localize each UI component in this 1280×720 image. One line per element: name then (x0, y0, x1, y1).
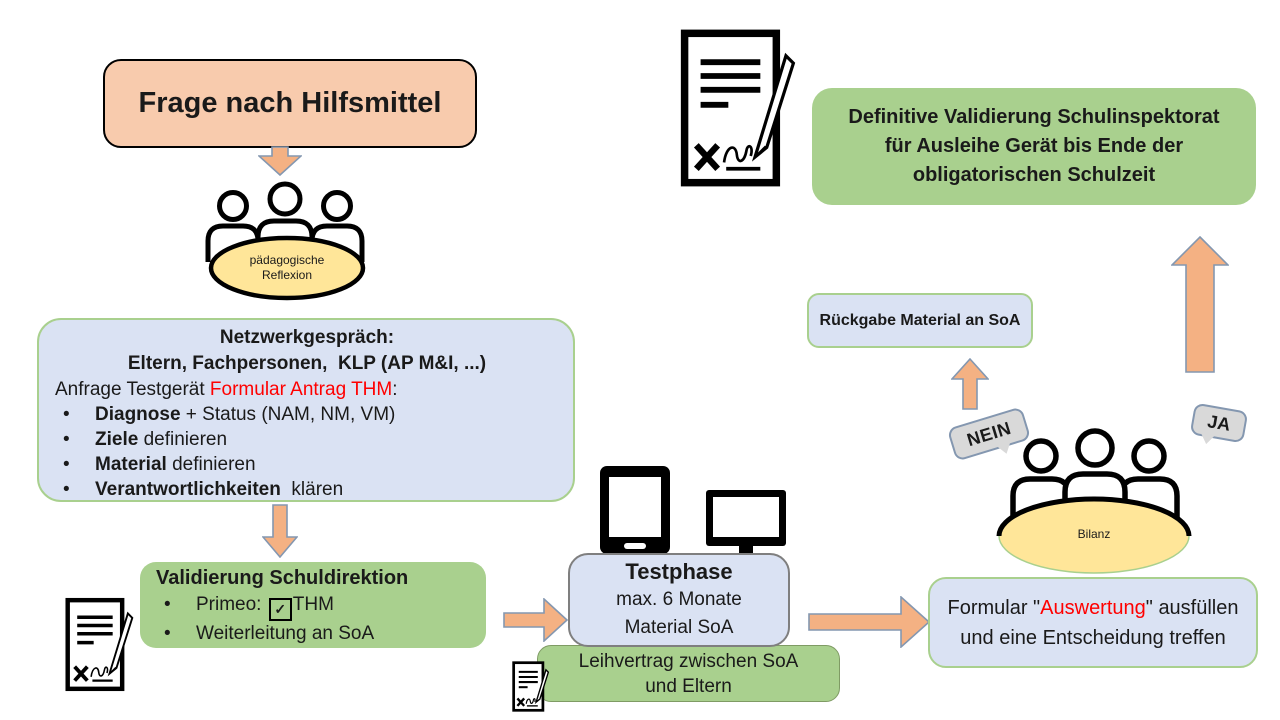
anfrage-prefix: Anfrage Testgerät (55, 379, 210, 400)
frage-nach-hilfsmittel-box (103, 59, 477, 148)
monitor-icon (706, 490, 786, 562)
testphase-line2: max. 6 Monate (616, 589, 742, 610)
arrow-right-icon (503, 598, 569, 642)
arrow-down-icon (262, 504, 298, 558)
leihvertrag-line1: Leihvertrag zwischen SoA (578, 650, 799, 672)
netzwerk-bullet-diagnose: • Diagnose + Status (NAM, NM, VM) (55, 402, 559, 427)
netzwerk-bullet-verantwortlichkeiten: • Verantwortlichkeiten klären (55, 477, 559, 502)
leihvertrag-box (537, 645, 840, 702)
anfrage-suffix: : (392, 379, 398, 400)
reflexion-line1: pädagogische (249, 253, 325, 267)
definitiv-line1: Definitive Validierung Schulinspektorat (848, 106, 1220, 128)
netzwerk-bullet-material: • Material definieren (55, 452, 559, 477)
netzwerk-anfrage-line (55, 377, 559, 402)
arrow-up-icon (1171, 236, 1229, 373)
reflexion-line2: Reflexion (261, 268, 313, 282)
anfrage-formular-red: Formular Antrag THM (209, 379, 393, 400)
arrow-right-icon (808, 596, 931, 648)
definitive-validierung-box (812, 88, 1256, 205)
netzwerk-title: Netzwerkgespräch: (219, 327, 395, 348)
arrow-up-icon (951, 358, 989, 410)
nein-speech-bubble: NEIN (947, 406, 1032, 461)
validierung-title: Validierung Schuldirektion (156, 567, 409, 589)
definitiv-line3: obligatorischen Schulzeit (912, 164, 1156, 186)
validierung-bullet-weiterleitung: • Weiterleitung an SoA (156, 621, 476, 646)
signed-document-icon (64, 597, 136, 692)
validierung-bullet-primeo: • Primeo: ✓ THM (156, 592, 476, 621)
tablet-icon (600, 466, 670, 554)
testphase-line3: Material SoA (624, 617, 734, 638)
leihvertrag-line2: und Eltern (645, 675, 732, 697)
formular-line2: und eine Entscheidung treffen (960, 626, 1226, 649)
frage-label: Frage nach Hilfsmittel (138, 87, 442, 119)
netzwerk-participants: Eltern, Fachpersonen, KLP (AP M&I, ...) (127, 353, 487, 374)
netzwerk-bullet-ziele: • Ziele definieren (55, 427, 559, 452)
checkbox-icon: ✓ (269, 598, 292, 621)
reflexion-ellipse-label (222, 253, 352, 283)
bilanz-ellipse-label: Bilanz (1077, 527, 1111, 541)
meeting-people-icon (995, 428, 1195, 578)
testphase-title: Testphase (625, 559, 733, 584)
definitiv-line2: für Ausleihe Gerät bis Ende der (884, 135, 1184, 157)
validierung-schuldirektion-box (140, 562, 486, 648)
auswertung-red: Auswertung (1040, 596, 1146, 619)
meeting-people-icon (195, 180, 375, 302)
formular-line1: Formular "Auswertung" ausfüllen (947, 596, 1239, 619)
arrow-down-icon (258, 146, 302, 176)
formular-auswertung-box (928, 577, 1258, 668)
netzwerkgespraech-box (37, 318, 575, 502)
rueckgabe-material-box: Rückgabe Material an SoA (807, 293, 1033, 348)
signed-document-icon (676, 28, 802, 188)
signed-document-icon (511, 661, 551, 712)
testphase-box (568, 553, 790, 647)
ja-speech-bubble: JA (1190, 403, 1249, 444)
